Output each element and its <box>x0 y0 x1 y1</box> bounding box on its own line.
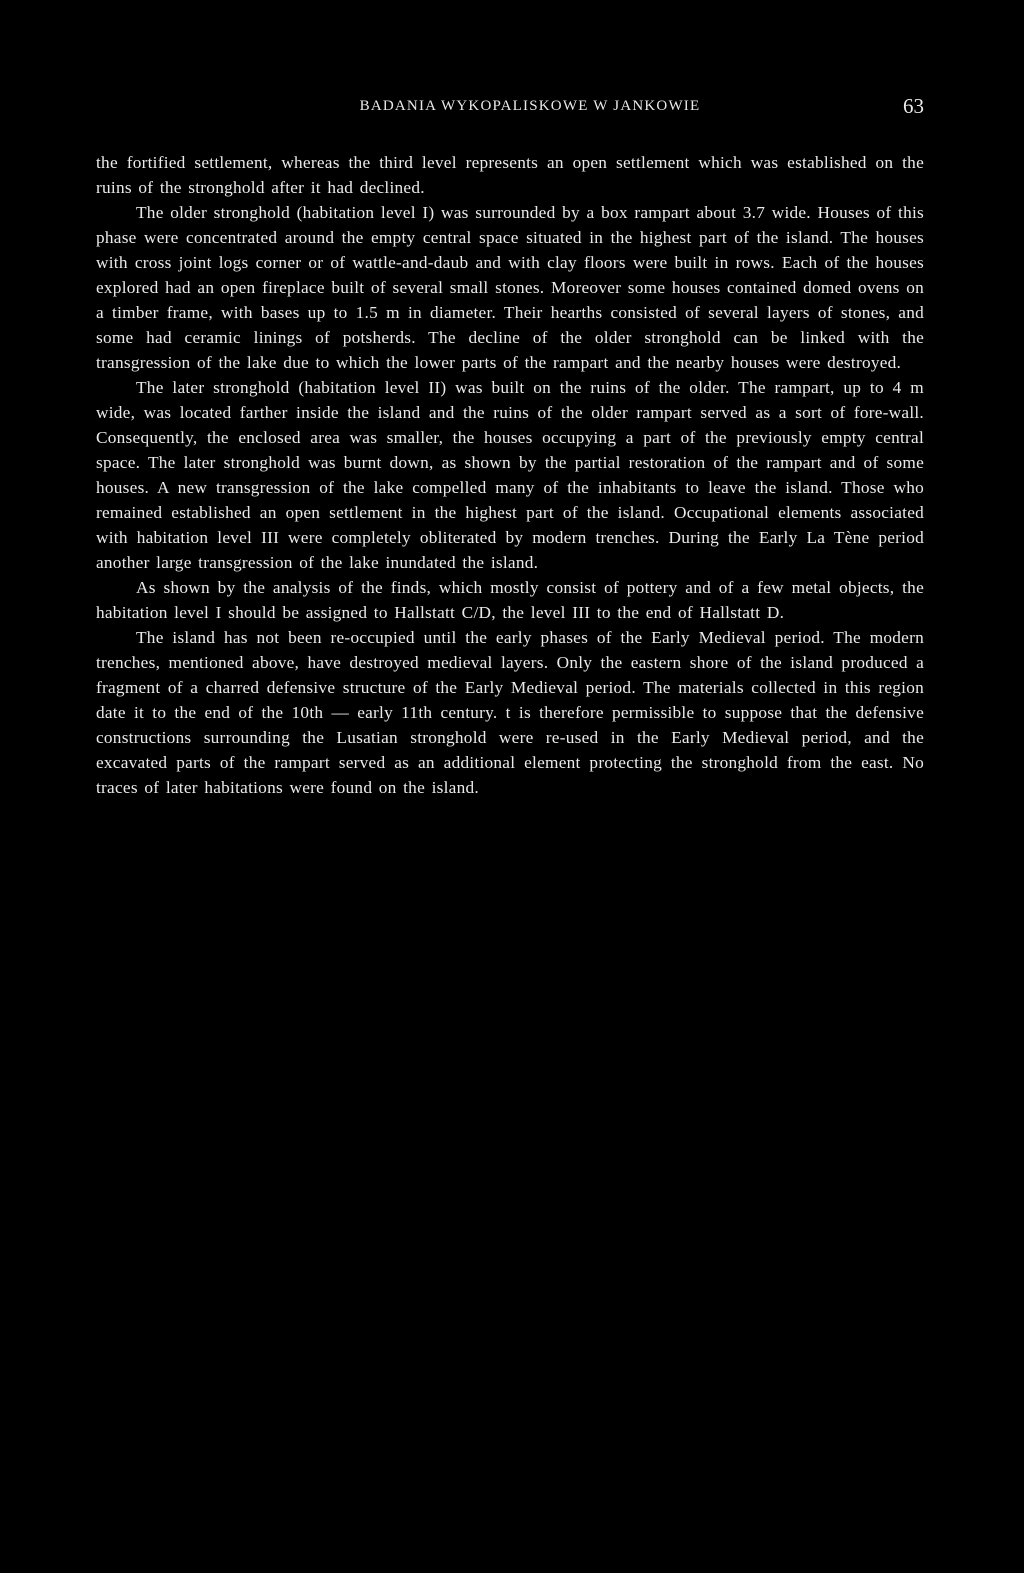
paragraph-older-stronghold: The older stronghold (habitation level I) was surrounded by a box rampart about 3.7 wide. Houses of this phase were concentrated around the empty central space situated in the highest part of the island. The houses with cross joint logs corner or of wattle-and-daub and with clay floors were built in rows. Each of the houses explored had an open fireplace built of several small stones. Moreover some houses contained domed ovens on a timber frame, with bases up to 1.5 m in diameter. Their hearths consisted of several layers of stones, and some had ceramic linings of potsherds. The decline of the older stronghold can be linked with the transgression of the lake due to which the lower parts of the rampart and the nearby houses were destroyed. <box>96 203 924 372</box>
running-title: BADANIA WYKOPALISKOWE W JANKOWIE <box>359 98 701 114</box>
body-text <box>96 150 924 800</box>
paragraph-later-stronghold: The later stronghold (habitation level II) was built on the ruins of the older. The rampart, up to 4 m wide, was located farther inside the island and the ruins of the older rampart served as a sort of fore-wall. Consequently, the enclosed area was smaller, the houses occupying a part of the previously empty central space. The later stronghold was burnt down, as shown by the partial restoration of the rampart and of some houses. A new transgression of the lake compelled many of the inhabitants to leave the island. Those who remained established an open settlement in the highest part of the island. Occupational elements associated with habitation level III were completely obliterated by modern trenches. During the Early La Tène period another large transgression of the lake inundated the island. <box>96 378 924 572</box>
paragraph-dating: As shown by the analysis of the finds, which mostly consist of pottery and of a few metal objects, the habitation level I should be assigned to Hallstatt C/D, the level III to the end of Hallstatt D. <box>96 578 924 622</box>
running-head <box>96 94 924 126</box>
paragraph-continuation: the fortified settlement, whereas the third level represents an open settlement which was established on the ruins of the stronghold after it had declined. <box>96 153 924 197</box>
page-number: 63 <box>903 94 924 118</box>
paragraph-early-medieval: The island has not been re-occupied until the early phases of the Early Medieval period. The modern trenches, mentioned above, have destroyed medieval layers. Only the eastern shore of the island produced a fragment of a charred defensive structure of the Early Medieval period. The materials collected in this region date it to the end of the 10th — early 11th century. t is therefore permissible to suppose that the defensive constructions surrounding the Lusatian stronghold were re-used in the Early Medieval period, and the excavated parts of the rampart served as an additional element protecting the stronghold from the east. No traces of later habitations were found on the island. <box>96 628 924 797</box>
